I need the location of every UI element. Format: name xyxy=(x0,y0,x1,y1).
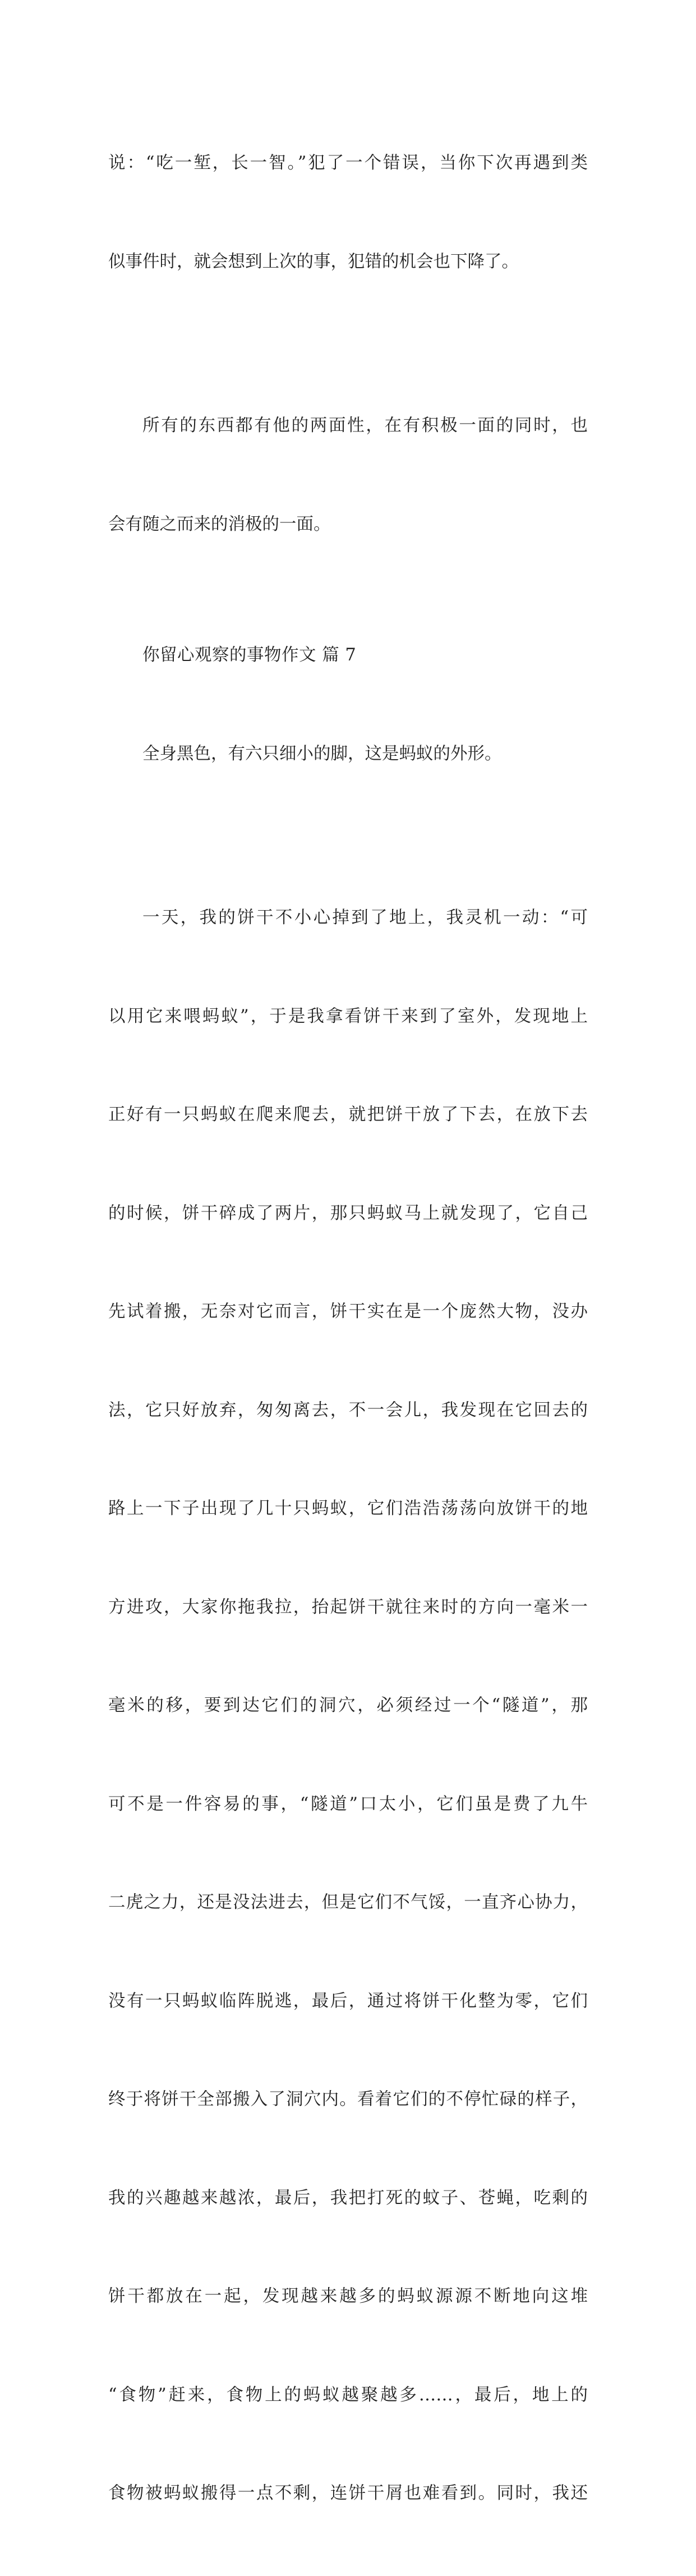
text-line: 先试着搬，无奈对它而言，饼干实在是一个庞然大物，没办 xyxy=(108,1302,588,1321)
section-title: 你留心观察的事物作文 篇 7 xyxy=(142,645,357,665)
text-line: 毫米的移，要到达它们的洞穴，必须经过一个“隧道”，那 xyxy=(108,1696,588,1715)
text-line: 二虎之力，还是没法进去，但是它们不气馁，一直齐心协力， xyxy=(108,1893,588,1912)
text-line: 全身黑色，有六只细小的脚，这是蚂蚁的外形。 xyxy=(142,743,502,764)
conclusion-paragraph xyxy=(108,344,588,607)
text-line: 没有一只蚂蚁临阵脱逃，最后，通过将饼干化整为零，它们 xyxy=(108,1991,588,2011)
text-line: 路上一下子出现了几十只蚂蚁，它们浩浩荡荡向放饼干的地 xyxy=(108,1499,588,1518)
story-paragraph xyxy=(108,836,588,2576)
text-line: 终于将饼干全部搬入了洞穴内。看着它们的不停忙碌的样子， xyxy=(108,2090,588,2109)
text-line: 所有的东西都有他的两面性，在有积极一面的同时，也 xyxy=(142,416,588,435)
text-line: 食物被蚂蚁搬得一点不剩，连饼干屑也难看到。同时，我还 xyxy=(108,2483,588,2503)
text-line: 可不是一件容易的事，“隧道”口太小，它们虽是费了九牛 xyxy=(108,1794,588,1814)
text-line: 正好有一只蚂蚁在爬来爬去，就把饼干放了下去，在放下去 xyxy=(108,1105,588,1124)
intro-paragraph xyxy=(108,672,588,837)
text-line: 以用它来喂蚂蚁”，于是我拿看饼干来到了室外，发现地上 xyxy=(108,1006,588,1026)
text-line: 的时候，饼干碎成了两片，那只蚂蚁马上就发现了，它自己 xyxy=(108,1203,588,1223)
text-line: 说：“吃一堑，长一智。”犯了一个错误，当你下次再遇到类 xyxy=(108,153,588,173)
text-line: 饼干都放在一起，发现越来越多的蚂蚁源源不断地向这堆 xyxy=(108,2286,588,2306)
section-spacer xyxy=(108,607,588,639)
text-line: 会有随之而来的消极的一面。 xyxy=(108,514,331,534)
document-page xyxy=(108,81,588,2576)
text-line: 似事件时，就会想到上次的事，犯错的机会也下降了。 xyxy=(108,251,519,272)
continuation-paragraph xyxy=(108,81,588,344)
text-line: 法，它只好放弃，匆匆离去，不一会儿，我发现在它回去的 xyxy=(108,1400,588,1420)
text-line: 一天，我的饼干不小心掉到了地上，我灵机一动：“可 xyxy=(142,908,588,927)
text-line: 我的兴趣越来越浓，最后，我把打死的蚊子、苍蝇，吃剩的 xyxy=(108,2188,588,2208)
text-line: 方进攻，大家你拖我拉，抬起饼干就往来时的方向一毫米一 xyxy=(108,1597,588,1617)
text-line: “食物”赶来，食物上的蚂蚁越聚越多……，最后，地上的 xyxy=(108,2385,588,2405)
